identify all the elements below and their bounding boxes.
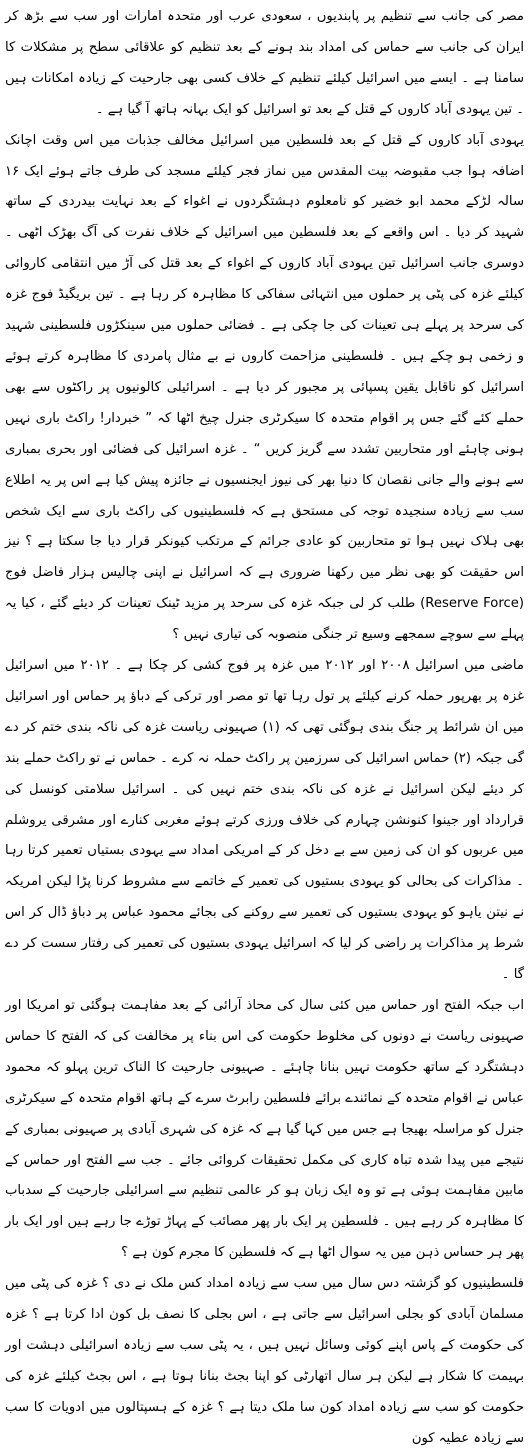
paragraph-1: مصر کی جانب سے تنظیم پر پابندیوں ، سعودی عرب اور متحدہ امارات اور سب سے بڑھ کر ایران کی جانب سے حماس کی امداد بند ہونے کے بعد تنظیم کو علاقائی سطح پر مشکلات کا سامنا ہے ۔ ایسے میں اسرائیل کیلئے تنظیم کے خلاف کسی بھی جارحیت کے زیادہ امکانات ہیں ۔ تین یہودی آباد کاروں کے قتل کے بعد تو اسرائیل کو ایک بہانہ ہاتھ آ گیا ہے ۔	[5, 9, 524, 117]
paragraph-2: یہودی آباد کاروں کے قتل کے بعد فلسطین میں اسرائیل مخالف جذبات میں اس وقت اچانک اضافہ ہوا جب مقبوضہ بیت المقدس میں نماز فجر کیلئے مسجد کی طرف جاتے ہوئے ایک ۱۶ سالہ لڑکے محمد ابو خضیر کو نامعلوم دہشتگردوں نے اغواء کے بعد نہایت بیدردی کے ساتھ شہید کر دیا ۔ اس واقعے کے بعد فلسطین میں اسرائیل کے خلاف نفرت کی آگ بھڑک اٹھی ۔ دوسری جانب اسرائیل تین یہودی آباد کاروں کے اغواء کے بعد قتل کی آڑ میں انتقامی کاروائی کیلئے غزہ کی پٹی پر حملوں میں انتہائی سفاکی کا مظاہرہ کر رہا ہے ۔ تین بریگیڈ فوج غزہ کی سرحد پر پہلے ہی تعینات کی جا چکی ہے ۔ فضائی حملوں میں سینکڑوں فلسطینی شہید و زخمی ہو چکے ہیں ۔ فلسطینی مزاحمت کاروں نے بے مثال پامردی کا مظاہرہ کرتے ہوئے اسرائیل کو ناقابل یقین پسپائی پر مجبور کر دیا ہے ۔ اسرائیلی کالونیوں پر راکٹوں سے بھی حملے کئے گئے جس پر اقوام متحدہ کا سیکرٹری جنرل چیخ اٹھا کہ ” خبردار! راکٹ باری نہیں ہونی چاہئے اور متحاربین تشدد سے گریز کریں “ ۔ غزہ اسرائیل کی فضائی اور بحری بمباری سے ہونے والے جانی نقصان کا دنیا بھر کی نیوز ایجنسیوں نے جائزہ پیش کیا ہے اس پر یہ اطلاع سب سے زیادہ سنجیدہ توجہ کی مستحق ہے کہ فلسطینیوں کی راکٹ باری سے ایک شخص بھی ہلاک نہیں ہوا تو متحاربین کو عادی جرائم کے مرتکب کیونکر قرار دیا جا سکتا ہے ؟ نیز اس حقیقت کو بھی نظر میں رکھنا ضروری ہے کہ اسرائیل نے اپنی چالیس ہزار فاضل فوج (Reserve Force) طلب کر لی جبکہ غزہ کی سرحد پر مزید ٹینک تعینات کر دیئے گئے ، کیا یہ پہلے سے سوچے سمجھے وسیع تر جنگی منصوبہ کی تیاری نہیں ؟	[5, 132, 524, 643]
paragraph-4: اب جبکہ الفتح اور حماس میں کئی سال کی محاذ آرائی کے بعد مفاہمت ہوگئی تو امریکا اور صہیونی ریاست نے دونوں کی مخلوط حکومت کی اس بناء پر مخالفت کی کہ الفتح کا حماس دہشتگرد کے ساتھ حکومت نہیں بنانا چاہئے ۔ صہیونی جارحیت کا الناک ترین پہلو کہ محمود عباس نے اقوام متحدہ کے نمائندے برائے فلسطین رابرٹ سرے کے ہاتھ اقوام متحدہ کے سیکرٹری جنرل کو مراسلہ بھیجا ہے جس میں کہا گیا ہے کہ غزہ کی شہری آبادی پر صہیونی بمباری کے نتیجے میں پیدا شدہ تباہ کاری کی مکمل تحقیقات کروائی جائے ۔ جب سے الفتح اور حماس کے مابین مفاہمت ہوئی ہے تو وہ ایک زبان ہو کر عالمی تنظیم سے اسرائیلی جارحیت کے سدباب کا مظاہرہ کر رہے ہیں ۔ فلسطین پر ایک بار پھر مصائب کے پہاڑ توڑے جا رہے ہیں اور ایک بار پھر ہر حساس ذہن میں یہ سوال اٹھا ہے کہ فلسطین کا مجرم کون ہے ؟	[5, 998, 524, 1261]
article-body	[5, 2, 524, 1455]
paragraph-3: ماضی میں اسرائیل ۲۰۰۸ اور ۲۰۱۲ میں غزہ پر فوج کشی کر چکا ہے ۔ ۲۰۱۲ میں اسرائیل غزہ پر بھرپور حملہ کرنے کیلئے پر تول رہا تھا تو مصر اور ترکی کے دباؤ پر حماس اور اسرائیل میں ان شرائط پر جنگ بندی ہوگئی تھی کہ (۱) صہیونی ریاست غزہ کی ناکہ بندی ختم کر دے گی جبکہ (۲) حماس اسرائیل کی سرزمین پر راکٹ حملہ نہ کرے ۔ حماس نے تو راکٹ حملے بند کر دیئے لیکن اسرائیل نے غزہ کی ناکہ بندی ختم نہیں کی ۔ اسرائیل سلامتی کونسل کی قرارداد اور جینوا کنونشن چہارم کی خلاف ورزی کرتے ہوئے مغربی کنارے اور مشرقی یروشلم میں عربوں کو ان کی زمین سے بے دخل کر کے امریکی امداد سے یہودی بستیاں تعمیر کرتا رہا ۔ مذاکرات کی بحالی کو یہودی بستیوں کی تعمیر کے خاتمے سے مشروط کرنا پڑا لیکن امریکہ نے نیتن یاہو کو یہودی بستیوں کی تعمیر سے روکنے کی بجائے محمود عباس پر دباؤ ڈال کر اس شرط پر مذاکرات پر راضی کر لیا کہ اسرائیل یہودی بستیوں کی تعمیر کی رفتار سست کر دے گا ۔	[5, 658, 524, 983]
paragraph-5: فلسطینیوں کو گزشتہ دس سال میں سب سے زیادہ امداد کس ملک نے دی ؟ غزہ کی پٹی میں مسلمان آبادی کو بجلی اسرائیل سے جاتی ہے ، اس بجلی کا نصف بل کون ادا کرتا ہے ؟ غزہ کی حکومت کے پاس اپنے کوئی وسائل نہیں ہیں ، یہ پٹی سب سے زیادہ اسرائیلی دہشت اور بہیمت کا شکار ہے لیکن ہر سال اتھارٹی کو اپنا بجٹ بنانا ہوتا ہے ، اس بجٹ کیلئے غزہ کی حکومت کو سب سے زیادہ امداد کون سا ملک دیتا ہے ؟ غزہ کے ہسپتالوں میں ادویات کا سب سے زیادہ عطیہ کون	[5, 1276, 524, 1446]
